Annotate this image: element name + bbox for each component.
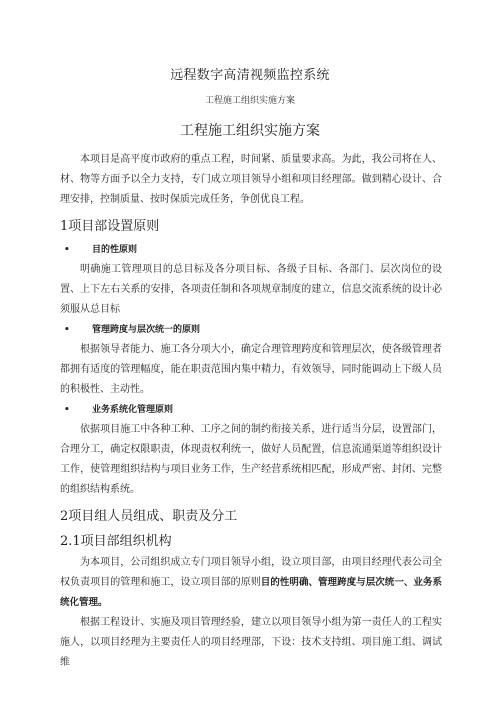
bullet-title: 管理跨度与层次统一的原则 [92, 325, 201, 335]
bullet-icon: • [64, 245, 70, 255]
bullet-icon: • [64, 405, 70, 415]
bullet-paragraph: 依据项目施工中各种工种、工序之间的制约衔接关系，进行适当分层，设置部门，合理分工，确定权限职责，体现责权利统一，做好人员配置，信息流通渠道等组织设计工作，使管理组织结构与项目业务工作，生产经营系统相匹配，形成严密、封闭、完整的组织结构系统。 [60, 424, 442, 495]
document-body [60, 150, 442, 673]
bullet-paragraph: 明确施工管理项目的总目标及各分项目标、各级子目标、各部门、层次岗位的设置、上下左右关系的安排，各项责任制和各项规章制度的建立，信息交流系统的设计必须服从总目标 [60, 264, 442, 315]
bullet-paragraph: 根据领导者能力、施工各分项大小，确定合理管理跨度和管理层次，使各级管理者都拥有适度的管理幅度，能在职责范围内集中精力，有效领导，同时能调动上下级人员的积极性、主动性。 [60, 344, 442, 395]
bullet-title: 业务系统化管理原则 [92, 405, 174, 415]
org-paragraph-text: 为本项目，公司组织成立专门项目领导小组，设立项目部，由项目经理代表公司全权负责项目的管理和施工，设立项目部的原则 [60, 557, 442, 588]
document-title: 远程数字高清视频监控系统 [170, 68, 330, 83]
bullet-item-system [60, 400, 442, 420]
document-subtitle: 工程施工组织实施方案 [204, 96, 295, 106]
bullet-icon: • [64, 325, 70, 335]
section-1-heading: 1项目部设置原则 [60, 219, 160, 234]
main-title: 工程施工组织实施方案 [180, 123, 320, 139]
org-paragraph-bold: 目的性明确、管理跨度与层次统一、业务系统化管理。 [60, 577, 442, 608]
section-2-heading: 2项目组人员组成、职责及分工 [60, 509, 238, 524]
bullet-title: 目的性原则 [92, 245, 138, 255]
section-2-1-heading: 2.1项目部组织机构 [60, 534, 172, 549]
org-paragraph [60, 553, 442, 613]
team-paragraph: 根据工程设计、实施及项目管理经验，建立以项目领导小组为第一责任人的工程实施人，以项目经理为主要责任人的项目经理部，下设：技术支持组、项目施工组、调试维 [60, 617, 442, 668]
bullet-item-purpose [60, 240, 442, 260]
intro-paragraph: 本项目是高平度市政府的重点工程，时间紧、质量要求高。为此，我公司将在人、材、物等方面予以全力支持，专门成立项目领导小组和项目经理部。做到精心设计、合理安排，控制质量、按时保质完成任务，争创优良工程。 [60, 154, 442, 205]
bullet-item-span [60, 320, 442, 340]
